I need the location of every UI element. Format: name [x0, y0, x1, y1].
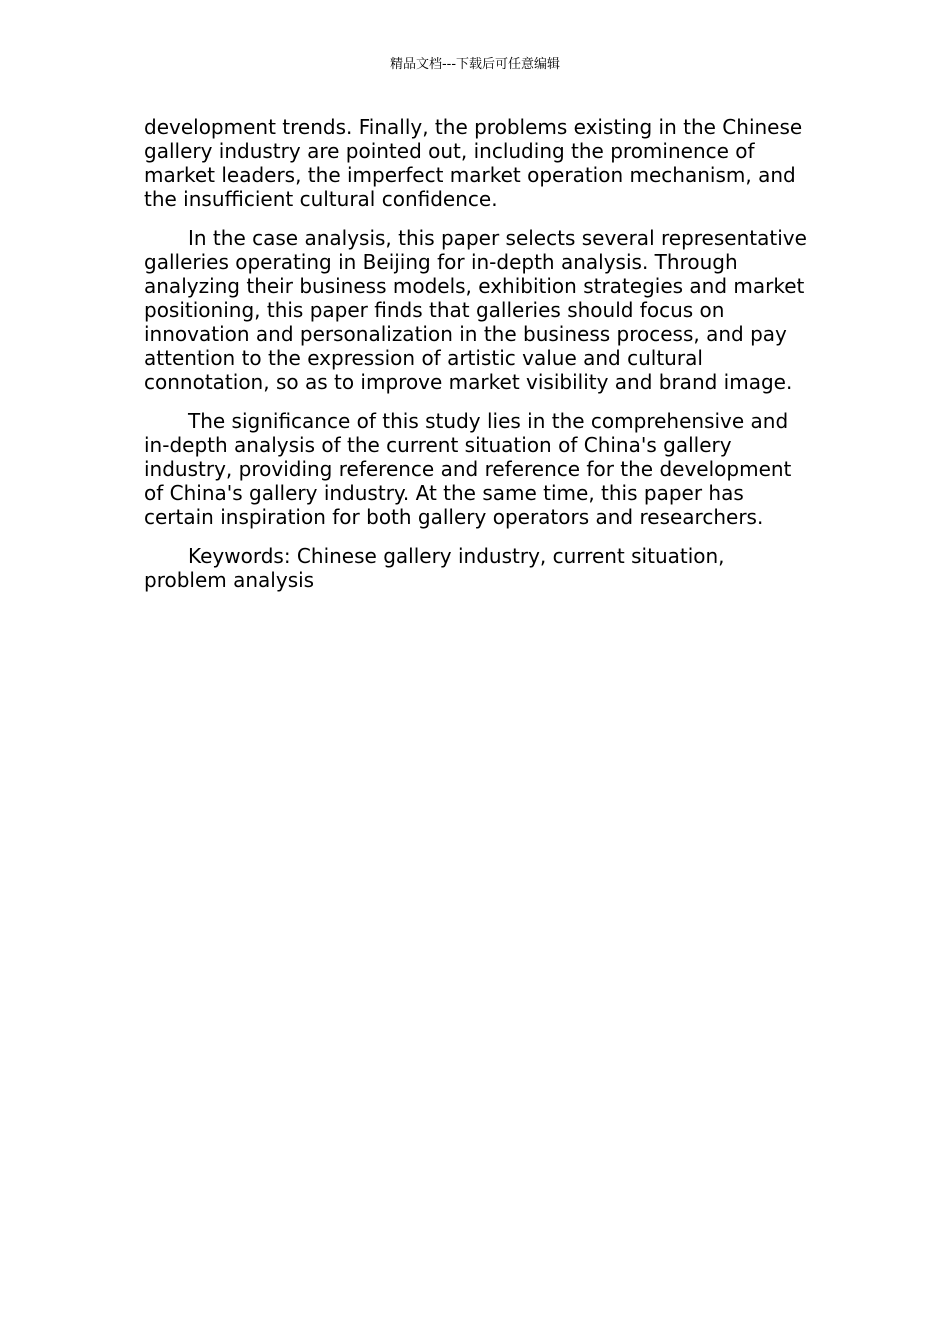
paragraph-significance: The significance of this study lies in the comprehensive and in-depth analysis of the current situation of China's gallery industry, providing reference and reference for the development of China's gallery industry. At the same time, this paper has certain inspiration for both gallery operators and researchers.	[144, 409, 792, 529]
paragraph-case-analysis: In the case analysis, this paper selects several representative galleries operating in Beijing for in-depth analysis. Through analyzing their business models, exhibition strategies and market positioning, this paper finds that galleries should focus on innovation and personalization in the business process, and pay attention to the expression of artistic value and cultural connotation, so as to improve market visibility and brand image.	[144, 226, 807, 394]
paragraph-keywords: Keywords: Chinese gallery industry, current situation, problem analysis	[144, 544, 725, 592]
page-header: 精品文档---下载后可任意编辑	[389, 57, 561, 72]
paragraph-continuation: development trends. Finally, the problems existing in the Chinese gallery industry are pointed out, including the prominence of market leaders, the imperfect market operation mechanism, and the insufficient cultural confidence.	[144, 115, 803, 211]
document-body	[144, 115, 809, 607]
